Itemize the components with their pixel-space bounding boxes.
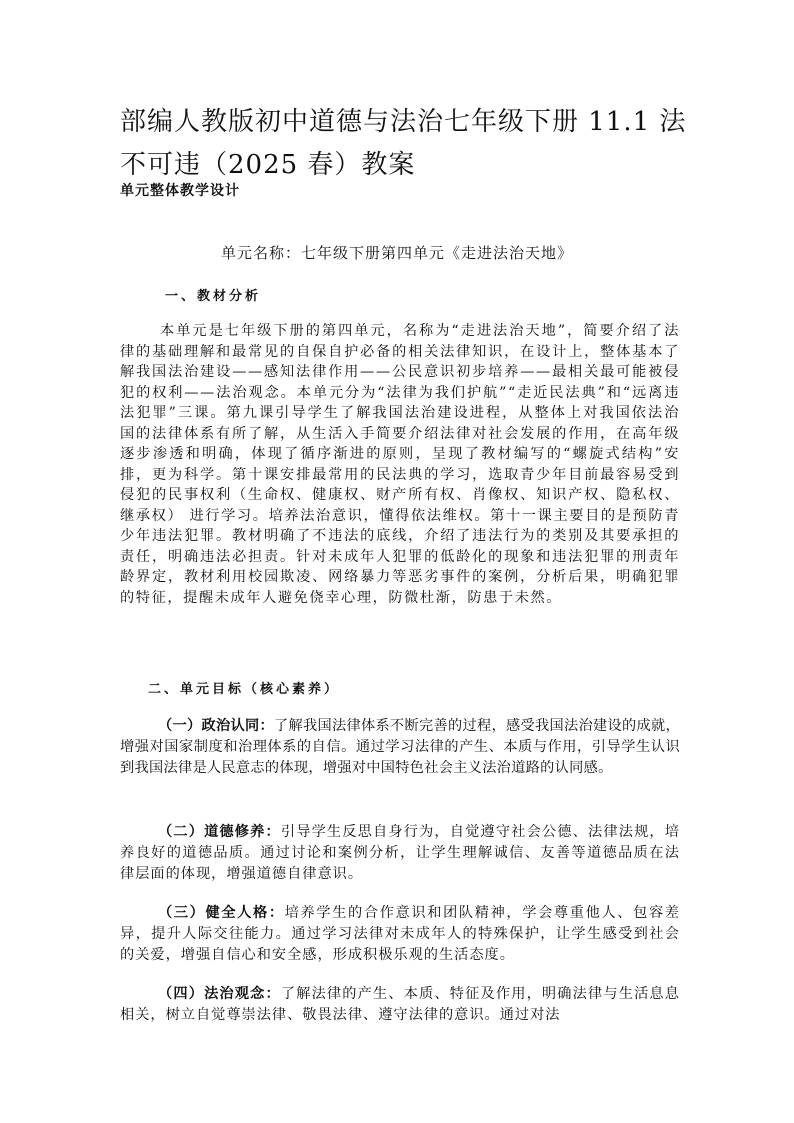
goal-text: 引导学生反思自身行为，自觉遵守社会公德、法律法规，培养良好的道德品质。通过讨论和案例分析，让学生理解诚信、友善等道德品质在法律层面的体现，增强道德自律意识。 bbox=[120, 824, 680, 882]
document-title: 部编人教版初中道德与法治七年级下册 11.1 法不可违（2025 春）教案 bbox=[120, 107, 687, 180]
goal-label: （三）健全人格： bbox=[158, 905, 285, 921]
goal-moral-cultivation bbox=[120, 822, 680, 885]
document-subtitle: 单元整体教学设计 bbox=[120, 183, 240, 199]
goal-label: （四）法治观念： bbox=[158, 986, 281, 1002]
goal-sound-personality bbox=[120, 903, 680, 966]
section-heading-textbook-analysis: 一、教材分析 bbox=[165, 289, 262, 304]
section-heading-unit-goals: 二、单元目标（核心素养） bbox=[148, 682, 341, 697]
goal-label: （一）政治认同： bbox=[158, 718, 275, 734]
goal-text: 了解我国法律体系不断完善的过程，感受我国法治建设的成就，增强对国家制度和治理体系的自信。通过学习法律的产生、本质与作用，引导学生认识到我国法律是人民意志的体现，增强对中国特色社会主义法治道路的认同感。 bbox=[120, 718, 681, 776]
goal-label: （二）道德修养： bbox=[158, 824, 281, 840]
goal-rule-of-law bbox=[120, 984, 680, 1026]
unit-name-line bbox=[0, 242, 794, 263]
goal-text: 了解法律的产生、本质、特征及作用，明确法律与生活息息相关，树立自觉尊崇法律、敬畏法律、遵守法律的意识。通过对法 bbox=[120, 986, 680, 1023]
unit-name-value: 七年级下册第四单元《走进法治天地》 bbox=[301, 244, 574, 262]
unit-name-label: 单元名称： bbox=[220, 244, 301, 262]
goal-text: 培养学生的合作意识和团队精神，学会尊重他人、包容差异，提升人际交往能力。通过学习法律对未成年人的特殊保护，让学生感受到社会的关爱，增强自信心和安全感，形成积极乐观的生活态度。 bbox=[120, 905, 680, 963]
textbook-analysis-paragraph: 本单元是七年级下册的第四单元，名称为“走进法治天地”，简要介绍了法律的基础理解和最常见的自保自护必备的相关法律知识，在设计上，整体基本了解我国法治建设——感知法律作用——公民意识初步培养——最相关最可能被侵犯的权利——法治观念。本单元分为“法律为我们护航”“走近民法典”和“远离违法犯罪”三课。第九课引导学生了解我国法治建设进程，从整体上对我国依法治国的法律体系有所了解，从生活入手简要介绍法律对社会发展的作用，在高年级逐步渗透和明确，体现了循序渐进的原则，呈现了教材编写的“螺旋式结构”安排，更为科学。第十课安排最常用的民法典的学习，选取青少年目前最容易受到侵犯的民事权利（生命权、健康权、财产所有权、肖像权、知识产权、隐私权、继承权） 进行学习。培养法治意识，懂得依法维权。第十一课主要目的是预防青少年违法犯罪。教材明确了不违法的底线，介绍了违法行为的类别及其要承担的责任，明确违法必担责。针对未成年人犯罪的低龄化的现象和违法犯罪的刑责年龄界定，教材利用校园欺凌、网络暴力等恶劣事件的案例，分析后果，明确犯罪的特征，提醒未成年人避免侥幸心理，防微杜渐，防患于未然。 bbox=[120, 323, 680, 606]
goal-political-identity bbox=[120, 716, 680, 779]
